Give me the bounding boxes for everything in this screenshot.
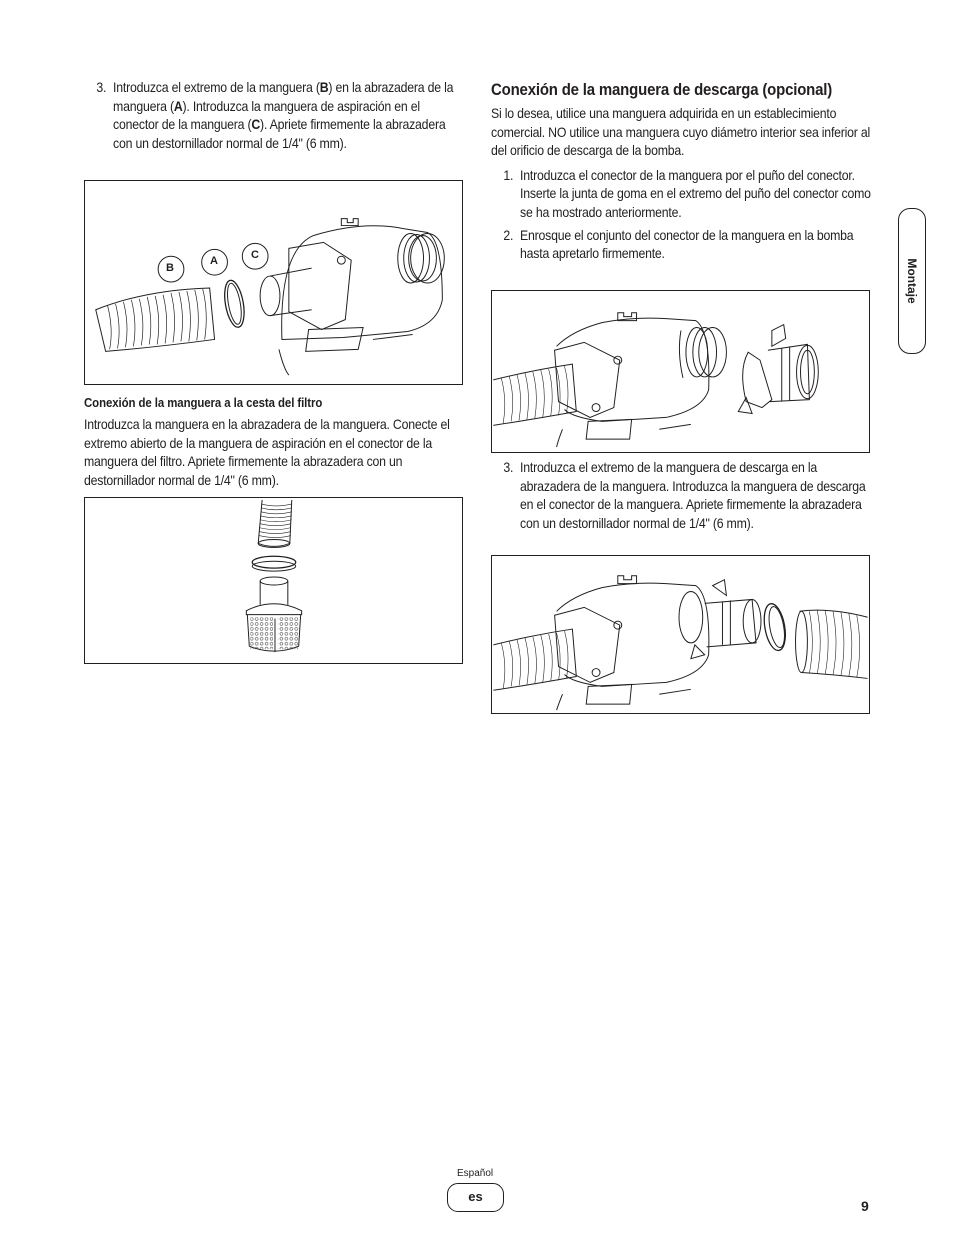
- step-number: 3.: [503, 459, 514, 475]
- discharge-hose-illustration: [492, 556, 869, 713]
- discharge-steps-3: [491, 458, 871, 532]
- language-code: es: [468, 1189, 483, 1204]
- filter-section-heading: Conexión de la manguera a la cesta del filtro: [84, 395, 323, 410]
- filter-section-body: Introduzca la manguera en la abrazadera de la manguera. Conecte el extremo abierto de la manguera de aspiración en el conector de la manguera del filtro. Apriete firmemente la abrazadera con un destornillador normal de 1/4" (6 mm).: [84, 416, 450, 488]
- page-number: 9: [861, 1198, 869, 1214]
- section-tab-label: Montaje: [905, 258, 919, 304]
- hose-connection-steps: [84, 78, 464, 152]
- figure-suction-hose: [84, 180, 463, 385]
- pump-suction-illustration: [85, 181, 462, 384]
- figure-filter-basket: [84, 497, 463, 664]
- footer-language-label: Español: [457, 1168, 494, 1179]
- filter-section: [84, 395, 464, 489]
- label-ref-a: A: [173, 97, 183, 114]
- step-number: 3.: [96, 79, 107, 95]
- right-column: [491, 80, 871, 263]
- callout-a-label: A: [210, 255, 218, 267]
- figure-connector-assembly: [491, 290, 870, 453]
- callout-c-label: C: [251, 249, 259, 261]
- callout-b-label: B: [166, 262, 174, 274]
- filter-basket-illustration: [85, 498, 462, 663]
- suction-hose-shape: [96, 288, 215, 351]
- step-number: 1.: [503, 166, 514, 183]
- discharge-section-heading: Conexión de la manguera de descarga (opcional): [491, 80, 833, 99]
- discharge-intro: Si lo desea, utilice una manguera adquirida en un establecimiento comercial. NO utilice una manguera cuyo diámetro interior sea inferior al del orificio de descarga de la bomba.: [491, 105, 871, 159]
- discharge-steps-1-2: [491, 166, 871, 263]
- connector-assembly-illustration: [492, 291, 869, 452]
- discharge-step-3: 3. Introduzca el extremo de la manguera de descarga en la abrazadera de la manguera. Introduzca la manguera de descarga en el conector de la manguera. Apriete firmemente la abrazadera con un destornillador normal de 1/4" (6 mm).: [503, 459, 866, 531]
- left-column: [84, 78, 464, 152]
- label-ref-b: B: [319, 79, 329, 95]
- label-ref-c: C: [251, 116, 261, 133]
- section-tab-montaje: [898, 208, 926, 354]
- figure-discharge-hose: [491, 555, 870, 714]
- discharge-step-3-block: [491, 458, 871, 532]
- discharge-step-2: 2. Enrosque el conjunto del conector de la manguera en la bomba hasta apretarlo firmemente.: [503, 226, 854, 262]
- footer-language-badge: [447, 1183, 504, 1212]
- discharge-step-1: 1. Introduzca el conector de la manguera por el puño del conector. Inserte la junta de goma en el extremo del puño del conector como se ha mostrado anteriormente.: [503, 166, 871, 220]
- step-number: 2.: [503, 226, 514, 243]
- step-3-suction: 3. Introduzca el extremo de la manguera (B) en la abrazadera de la manguera (A). Introduzca la manguera de aspiración en el conector de la manguera (C). Apriete firmemente la abrazadera con un destornillador normal de 1/4" (6 mm).: [96, 79, 454, 151]
